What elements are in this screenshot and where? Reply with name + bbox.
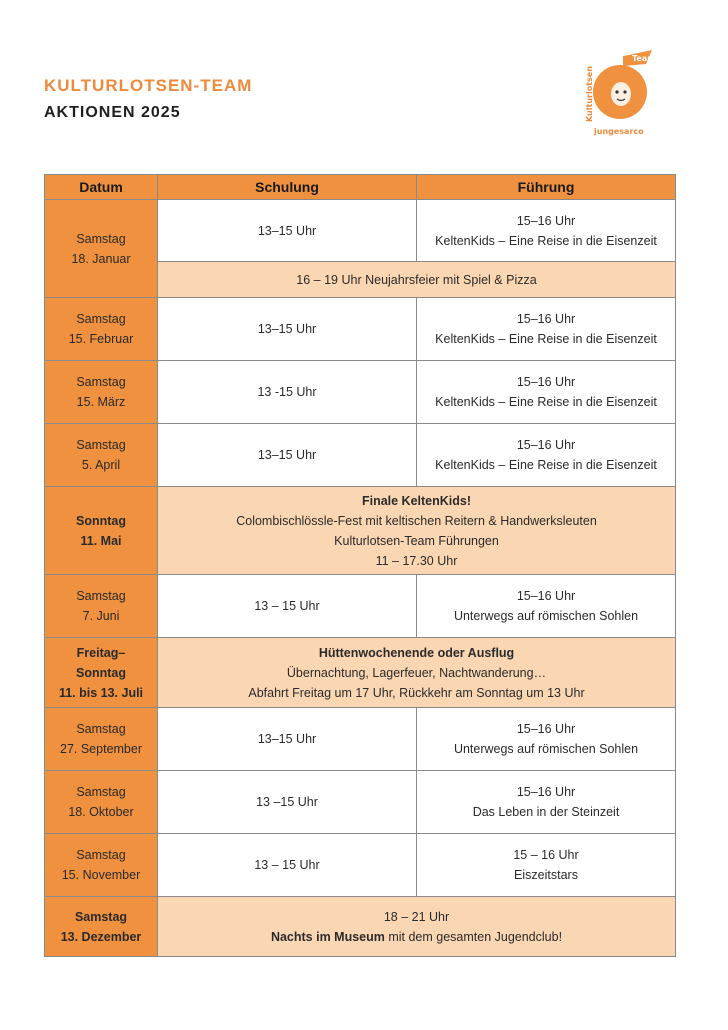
event-title: Finale KeltenKids!: [361, 493, 472, 508]
date-day: Samstag: [76, 785, 126, 799]
table-row: [45, 487, 676, 575]
event-line: Kulturlotsen-Team Führungen: [334, 533, 499, 548]
special-event-cell: [158, 487, 676, 575]
date-cell: [45, 575, 158, 638]
extra-event-cell: 16 – 19 Uhr Neujahrsfeier mit Spiel & Pizza: [158, 262, 676, 298]
fuehrung-time: 15–16 Uhr: [516, 213, 576, 228]
logo-club-text: jungesarco: [594, 127, 644, 136]
schedule-table: [44, 174, 676, 957]
fuehrung-cell: [417, 834, 676, 897]
fuehrung-time: 15–16 Uhr: [516, 785, 576, 799]
event-title: Nachts im Museum: [270, 929, 385, 944]
fuehrung-time: 15–16 Uhr: [516, 312, 576, 326]
date-cell: [45, 424, 158, 487]
event-title: Hüttenwochenende oder Ausflug: [318, 645, 515, 660]
fuehrung-cell: [417, 361, 676, 424]
table-row: [45, 897, 676, 957]
fuehrung-time: 15 – 16 Uhr: [513, 848, 579, 862]
table-row: [45, 638, 676, 708]
page-subtitle: AKTIONEN 2025: [44, 104, 181, 121]
date-day: Samstag: [76, 722, 126, 736]
date-day: Freitag–: [76, 645, 126, 660]
date-cell: [45, 638, 158, 708]
date-date: 5. April: [81, 458, 121, 472]
event-line: Abfahrt Freitag um 17 Uhr, Rückkehr am Sonntag um 13 Uhr: [248, 685, 585, 700]
fuehrung-time: 15–16 Uhr: [516, 438, 576, 452]
event-line: Colombischlössle-Fest mit keltischen Reitern & Handwerksleuten: [236, 513, 597, 528]
schulung-cell: 13–15 Uhr: [158, 200, 417, 262]
fuehrung-cell: [417, 771, 676, 834]
schulung-cell: 13 – 15 Uhr: [158, 834, 417, 897]
date-cell: [45, 897, 158, 957]
date-day: Sonntag: [76, 513, 126, 528]
date-date: 18. Oktober: [68, 805, 134, 819]
fuehrung-cell: [417, 424, 676, 487]
schulung-cell: 13 -15 Uhr: [158, 361, 417, 424]
date-cell: [45, 487, 158, 575]
special-event-cell: [158, 897, 676, 957]
fuehrung-title: KeltenKids – Eine Reise in die Eisenzeit: [435, 332, 657, 346]
date-day: Samstag: [76, 438, 126, 452]
date-day: Samstag: [74, 909, 128, 924]
date-day: Samstag: [76, 848, 126, 862]
table-row: [45, 834, 676, 897]
table-row: [45, 424, 676, 487]
event-time: 11 – 17.30 Uhr: [375, 553, 458, 568]
schulung-cell: 13–15 Uhr: [158, 708, 417, 771]
table-row: [45, 200, 676, 262]
date-date: 13. Dezember: [60, 929, 142, 944]
fuehrung-cell: [417, 298, 676, 361]
header-schulung: Schulung: [158, 175, 417, 200]
date-day: Samstag: [76, 375, 126, 389]
date-date: 27. September: [60, 742, 142, 756]
fuehrung-title: Eiszeitstars: [514, 868, 578, 882]
fuehrung-cell: [417, 575, 676, 638]
logo-team-text: Team: [632, 54, 656, 63]
fuehrung-title: Unterwegs auf römischen Sohlen: [453, 609, 639, 623]
fuehrung-cell: [417, 708, 676, 771]
event-line: Übernachtung, Lagerfeuer, Nachtwanderung…: [286, 665, 547, 680]
special-event-cell: [158, 638, 676, 708]
schulung-cell: 13–15 Uhr: [158, 298, 417, 361]
date-day: Samstag: [76, 231, 126, 246]
fuehrung-time: 15–16 Uhr: [516, 375, 576, 389]
logo-eye-right: [623, 90, 626, 93]
date-date: 7. Juni: [82, 609, 120, 623]
date-day: Samstag: [76, 589, 126, 603]
date-cell: [45, 771, 158, 834]
date-cell: [45, 200, 158, 298]
schulung-cell: 13–15 Uhr: [158, 424, 417, 487]
fuehrung-time: 15–16 Uhr: [516, 589, 576, 603]
date-date: 15. März: [76, 395, 126, 409]
event-description: mit dem gesamten Jugendclub!: [384, 929, 563, 944]
fuehrung-cell: [417, 200, 676, 262]
fuehrung-title: KeltenKids – Eine Reise in die Eisenzeit: [435, 395, 657, 409]
event-line: [162, 927, 671, 947]
table-row: [45, 771, 676, 834]
date-cell: [45, 361, 158, 424]
fuehrung-title: KeltenKids – Eine Reise in die Eisenzeit: [435, 233, 657, 248]
schulung-cell: 13 – 15 Uhr: [158, 575, 417, 638]
kulturlotsen-team-logo: [580, 44, 664, 140]
page-title: KULTURLOTSEN-TEAM: [44, 76, 253, 95]
logo-face: [611, 82, 631, 106]
date-date: 11. Mai: [80, 533, 122, 548]
date-cell: [45, 834, 158, 897]
fuehrung-time: 15–16 Uhr: [516, 722, 576, 736]
date-date: 18. Januar: [71, 251, 131, 266]
table-row: [45, 575, 676, 638]
table-row: [45, 708, 676, 771]
header-datum: Datum: [45, 175, 158, 200]
fuehrung-title: Das Leben in der Steinzeit: [472, 805, 620, 819]
table-row: [45, 298, 676, 361]
fuehrung-title: KeltenKids – Eine Reise in die Eisenzeit: [435, 458, 657, 472]
header-fuehrung: Führung: [417, 175, 676, 200]
schulung-cell: 13 –15 Uhr: [158, 771, 417, 834]
date-date: 15. November: [61, 868, 141, 882]
table-header-row: [45, 175, 676, 200]
date-day: Sonntag: [76, 665, 126, 680]
fuehrung-title: Unterwegs auf römischen Sohlen: [453, 742, 639, 756]
date-day: Samstag: [76, 312, 126, 326]
table-row: [45, 361, 676, 424]
logo-main-text: Kulturlotsen: [585, 66, 594, 122]
logo-eye-left: [615, 90, 618, 93]
date-cell: [45, 708, 158, 771]
date-date: 11. bis 13. Juli: [58, 685, 144, 700]
event-time: 18 – 21 Uhr: [383, 909, 450, 924]
date-cell: [45, 298, 158, 361]
date-date: 15. Februar: [68, 332, 134, 346]
